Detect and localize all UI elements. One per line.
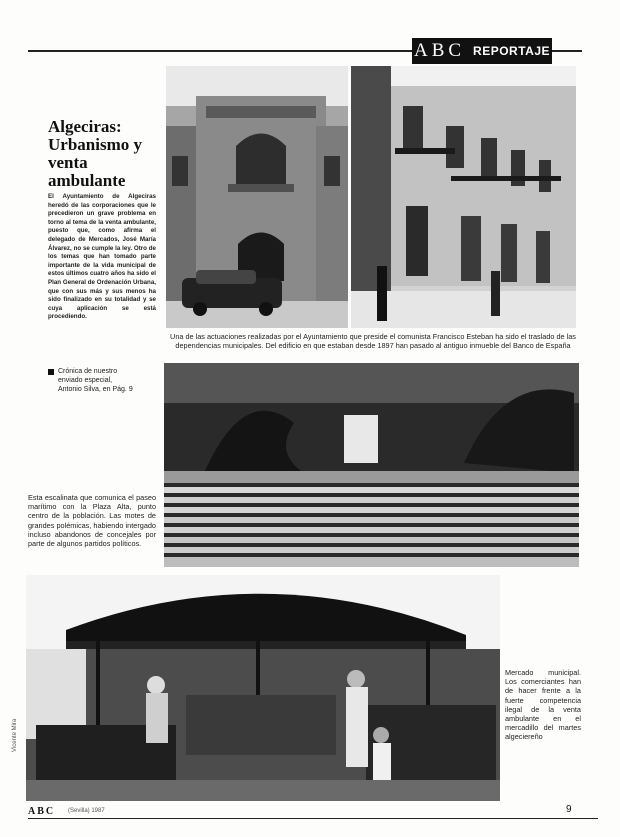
article-headline: Algeciras: Urbanismo y venta ambulante [48,117,142,190]
photo-bank-building [351,66,576,328]
section-header [412,38,552,64]
photo-town-hall [166,66,348,328]
photo-credit: Vicente Mira [12,718,18,752]
header-rule-left [28,50,412,52]
photo-paseo-staircase [164,363,579,567]
town-hall-illustration [166,66,348,328]
page-number: 9 [566,804,572,815]
bank-building-illustration [351,66,576,328]
footer-rule [28,818,598,819]
article-summary: El Ayuntamiento de Algeciras heredó de las corporaciones que le precedieron un grave problema en torno al tema de la venta ambulante, puesto que, como afirma el delegado de Mercados, José María Álvarez, no se cumple la ley. Otro de los temas que han tomado parte importante de la vida municipal de estos últimos cuatro años ha sido el Plan General de Ordenación Urbana, que con sus más y sus menos ha sido finalizado en su totalidad y se cuya aplicación se está procediendo. [48,193,156,321]
caption-market: Mercado municipal. Los comerciantes han de hacer frente a la fuerte competencia ilegal de la venta ambulante en el mercadillo del martes algeciereño [505,668,581,742]
bullet-square-icon [48,369,54,375]
caption-town-hall: Una de las actuaciones realizadas por el Ayuntamiento que preside el comunista Francisco Esteban ha sido el traslado de las dependencias municipales. Del edificio en que estaban desde 1897 han pasado al antiguo inmueble del Banco de España [170,332,576,351]
abc-logo: ABC [413,40,466,61]
market-illustration [26,575,500,801]
header-rule-right [552,50,582,52]
staircase-illustration [164,363,579,567]
article-credit: Crónica de nuestro enviado especial, Antonio Silva, en Pág. 9 [58,368,133,393]
footer-date: (Sevilla) 1987 [68,808,105,814]
section-label: REPORTAJE [473,44,551,58]
photo-market [26,575,500,801]
footer-abc-logo: ABC [28,806,56,817]
caption-paseo: Esta escalinata que comunica el paseo marítimo con la Plaza Alta, punto centro de la población. Las motes de grandes polémicas, habiendo intergado incluso abandonos de concejales por parte de algunos partidos políticos. [28,493,156,549]
